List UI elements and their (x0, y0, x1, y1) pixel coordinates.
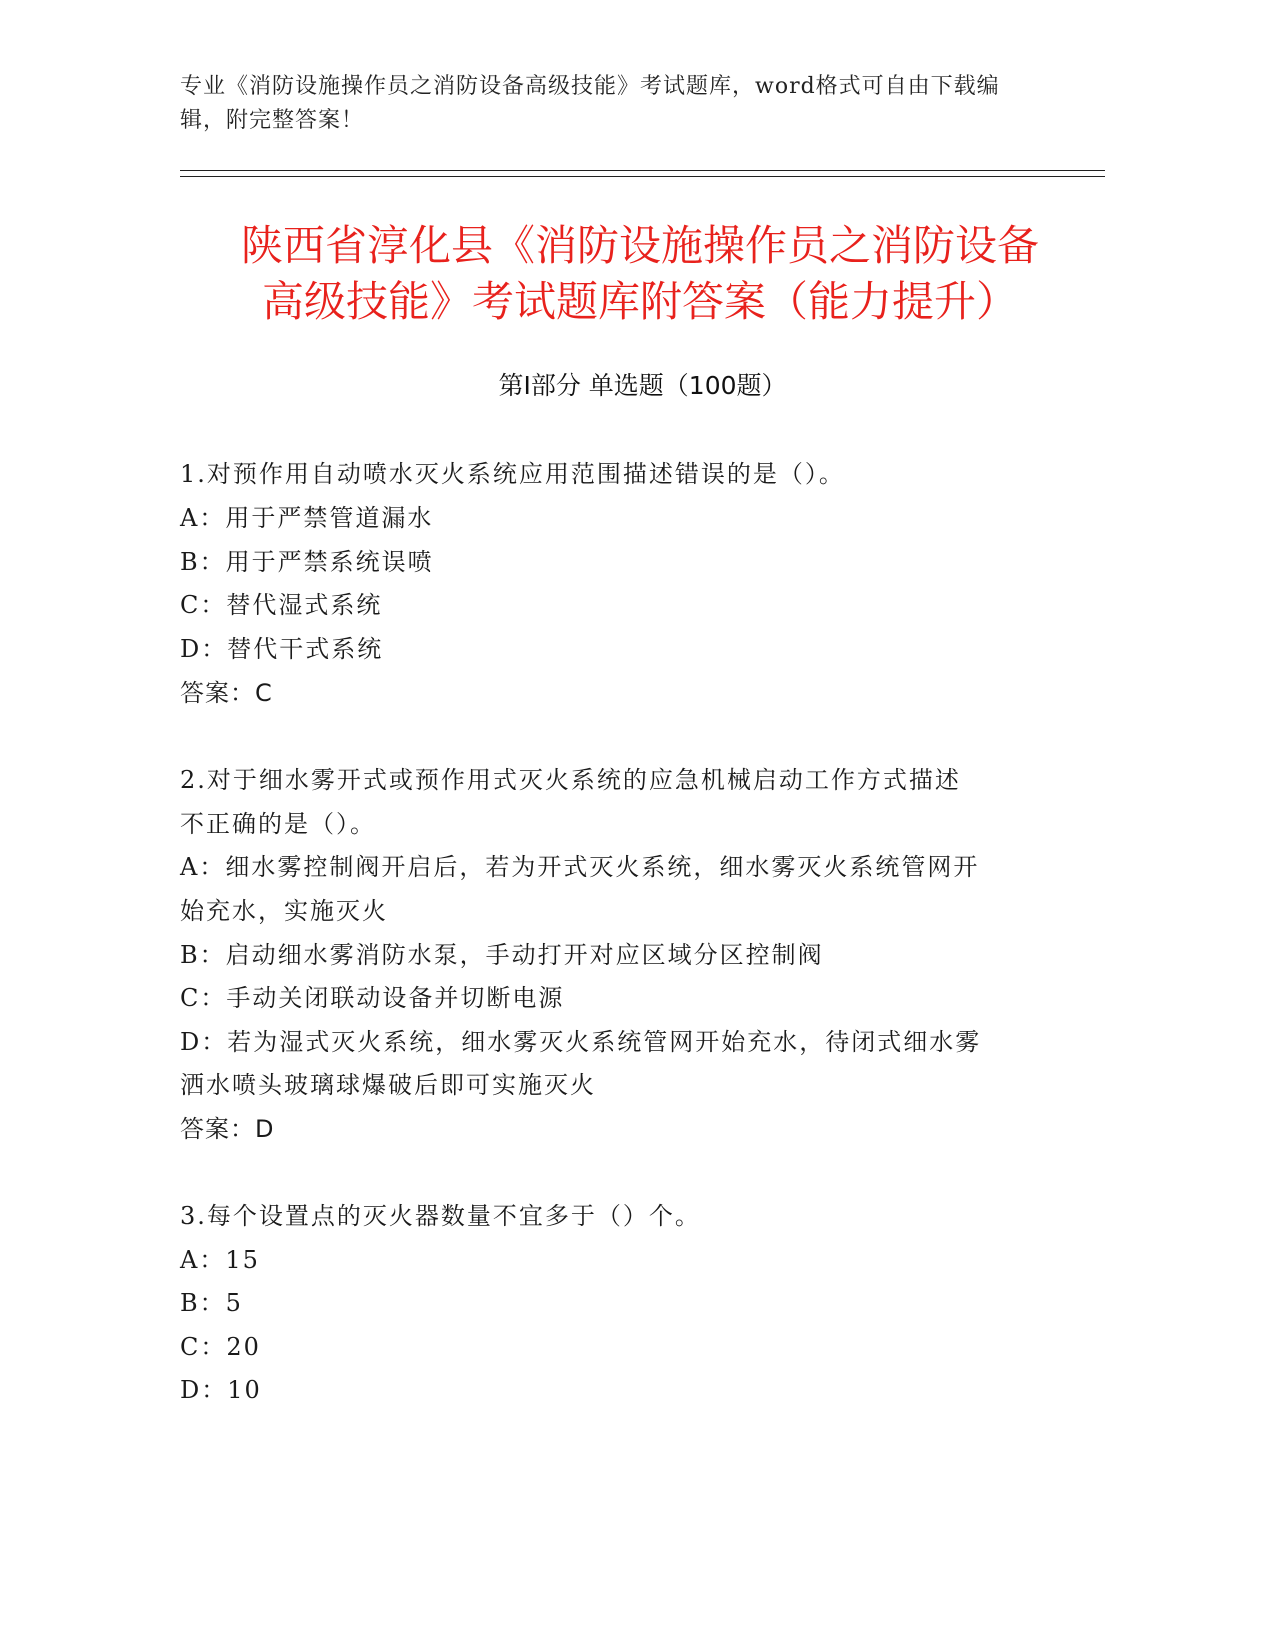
option-b: B：5 (180, 1289, 243, 1317)
header-divider-top (180, 170, 1105, 171)
question-stem: 3.每个设置点的灭火器数量不宜多于（）个。 (180, 1202, 701, 1230)
question-stem: 1.对预作用自动喷水灭火系统应用范围描述错误的是（）。 (180, 460, 845, 488)
header-divider-bottom (180, 176, 1105, 177)
answer: 答案：C (180, 679, 273, 707)
question-stem-continued: 不正确的是（）。 (180, 810, 376, 838)
option-d: D：若为湿式灭火系统，细水雾灭火系统管网开始充水，待闭式细水雾 (180, 1028, 982, 1056)
option-a: A：细水雾控制阀开启后，若为开式灭火系统，细水雾灭火系统管网开 (180, 853, 980, 881)
header-note (180, 70, 1040, 138)
option-d: D：替代干式系统 (180, 635, 384, 663)
option-d: D：10 (180, 1376, 262, 1404)
option-a-continued: 始充水，实施灭火 (180, 897, 388, 925)
header-note-line: 辑，附完整答案！ (180, 108, 365, 133)
header-note-line: 专业《消防设施操作员之消防设备高级技能》考试题库，word格式可自由下载编 (180, 74, 1000, 99)
option-c: C：替代湿式系统 (180, 591, 383, 619)
document-title (140, 218, 1140, 330)
document-title-line: 高级技能》考试题库附答案（能力提升） (261, 277, 1018, 326)
option-b: B：启动细水雾消防水泵，手动打开对应区域分区控制阀 (180, 941, 824, 969)
option-c: C：20 (180, 1333, 261, 1361)
document-title-line: 陕西省淳化县《消防设施操作员之消防设备 (240, 221, 1039, 270)
option-a: A：用于严禁管道漏水 (180, 504, 434, 532)
option-b: B：用于严禁系统误喷 (180, 548, 434, 576)
option-c: C：手动关闭联动设备并切断电源 (180, 984, 565, 1012)
section-heading: 第Ⅰ部分 单选题（100题） (498, 371, 787, 400)
option-d-continued: 洒水喷头玻璃球爆破后即可实施灭火 (180, 1071, 596, 1099)
answer: 答案：D (180, 1115, 275, 1143)
question-stem: 2.对于细水雾开式或预作用式灭火系统的应急机械启动工作方式描述 (180, 766, 961, 794)
option-a: A：15 (180, 1246, 260, 1274)
